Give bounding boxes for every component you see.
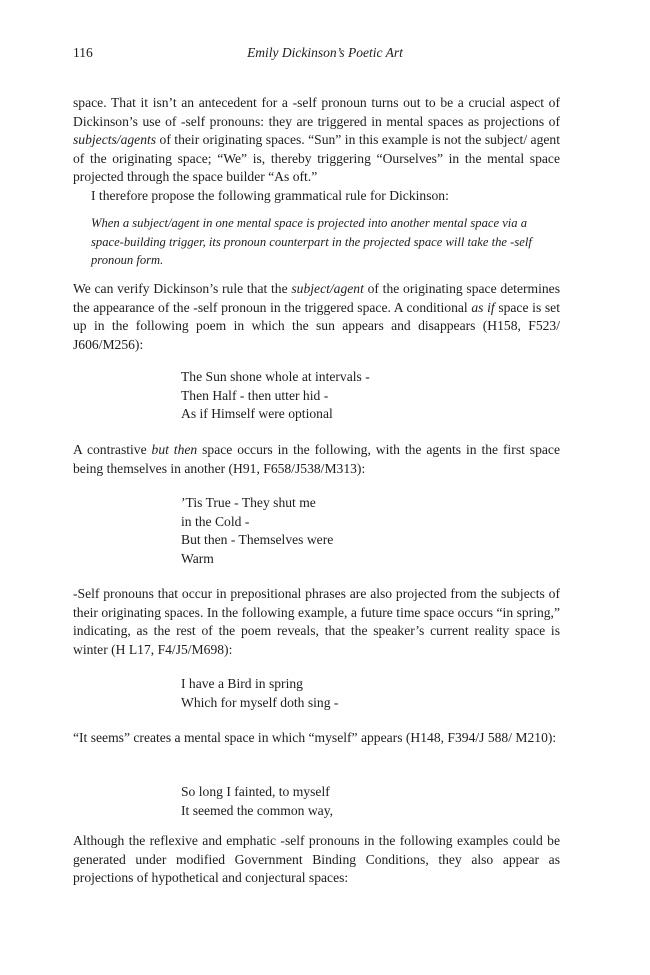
paragraph-3-text-b: of the originating space determines the appearance of the -self pronoun in the triggered space. A conditional (73, 281, 560, 315)
verse-line: It seemed the common way, (181, 802, 334, 818)
paragraph-5: -Self pronouns that occur in prepositional phrases are also projected from the subjects of their originating spaces. In the following example, a future time space occurs “in spring,” indicating, as the rest of the poem reveals, that the speaker’s current reality space is winter (H L17, F4/J5/M698): (73, 586, 560, 657)
verse-line: I have a Bird in spring (181, 676, 303, 691)
verse-line: Then Half - then utter hid - (181, 387, 329, 403)
paragraph-3-text-a: We can verify Dickinson’s rule that the (73, 281, 292, 296)
verse-line: Warm (181, 550, 214, 566)
verse-line: Which for myself doth sing - (181, 694, 339, 710)
running-title: Emily Dickinson’s Poetic Art (247, 45, 403, 60)
verse-quote-4 (181, 783, 333, 820)
paragraph-3-emphasis-b: as if (471, 299, 495, 315)
paragraph-4 (73, 441, 560, 478)
paragraph-3 (73, 280, 560, 354)
paragraph-1 (73, 94, 560, 187)
verse-line: ’Tis True - They shut me (181, 495, 316, 510)
verse-line: in the Cold - (181, 513, 250, 529)
paragraph-4-text-a: A contrastive (73, 442, 152, 457)
paragraph-6: “It seems” creates a mental space in which “myself” appears (H148, F394/J 588/ M210): (73, 730, 557, 745)
paragraph-3-emphasis-a: subject/agent (291, 281, 364, 296)
paragraph-1-emphasis: subjects/agents (73, 132, 157, 148)
verse-line: But then - Themselves were (181, 532, 334, 548)
verse-quote-2 (181, 494, 333, 568)
verse-line: The Sun shone whole at intervals - (181, 369, 370, 384)
verse-line: So long I fainted, to myself (181, 784, 330, 799)
paragraph-1-text-b: of their originating spaces. “Sun” in this example is not the subject/ agent of the originating space; “We” is, thereby triggering “Ourselves” in the mental space projected through the space builder “As oft.” (73, 132, 560, 185)
grammatical-rule: When a subject/agent in one mental space is projected into another mental space via a space-building trigger, its pronoun counterpart in the projected space will take the -self pronoun form. (91, 216, 532, 268)
page-number: 116 (73, 45, 93, 60)
verse-quote-1 (181, 368, 370, 424)
verse-quote-3 (181, 675, 338, 712)
verse-line: As if Himself were optional (181, 406, 333, 422)
paragraph-4-emphasis: but then (151, 442, 198, 457)
paragraph-7: Although the reflexive and emphatic -self pronouns in the following examples could be generated under modified Government Binding Conditions, they also appear as projections of hypothetical and conjectural spaces: (73, 833, 560, 886)
paragraph-1-text-a: space. That it isn’t an antecedent for a -self pronoun turns out to be a crucial aspect of Dickinson’s use of -self pronouns: they are triggered in mental spaces as projections of (73, 95, 560, 129)
paragraph-3-text-c: space is set up in the following poem in which the sun appears and disappears (H158, F523/ J606/M256): (73, 299, 560, 352)
paragraph-2: I therefore propose the following grammatical rule for Dickinson: (91, 188, 449, 203)
paragraph-4-text-b: space occurs in the following, with the agents in the first space being themselves in another (H91, F658/J538/M313): (73, 442, 560, 476)
